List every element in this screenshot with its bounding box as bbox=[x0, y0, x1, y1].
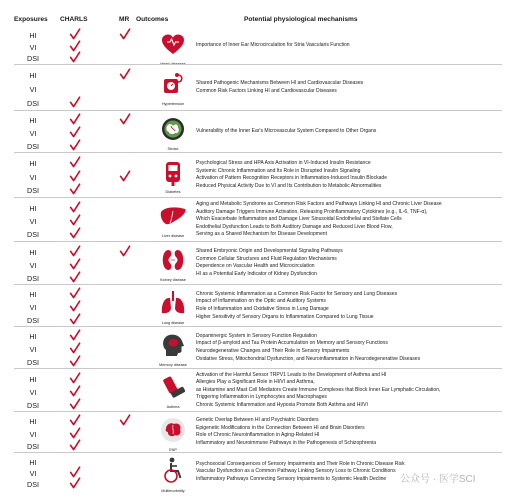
glucose-meter-icon bbox=[156, 155, 190, 189]
mechanism-line: Activation of the Harmful Sensor TRPV1 Leads to the Development of Asthma and HI bbox=[196, 371, 387, 378]
outcome-label: Hypertension bbox=[161, 102, 185, 106]
mechanism-list bbox=[196, 291, 514, 321]
outcome-label: Memory disease bbox=[159, 363, 187, 367]
exposure-label: VI bbox=[29, 469, 37, 478]
mechanism-list bbox=[196, 333, 514, 363]
exposure-label: DSI bbox=[27, 230, 39, 240]
row-divider bbox=[14, 284, 502, 285]
row-divider bbox=[14, 411, 502, 412]
charls-check-icon bbox=[69, 287, 81, 299]
mechanism-line: Dependence on Vascular Health and Microcirculation bbox=[196, 263, 315, 270]
exposure-label: HI bbox=[29, 247, 37, 257]
exposure-label: HI bbox=[29, 30, 37, 40]
row-divider bbox=[14, 197, 502, 198]
mechanism-line: Chronic Systemic Inflammation as a Common Risk Factor for Sensory and Lung Diseases bbox=[196, 290, 398, 297]
mr-check-icon bbox=[119, 28, 131, 40]
row-divider bbox=[14, 64, 502, 65]
row-divider bbox=[14, 326, 502, 327]
charls-check-icon bbox=[69, 271, 81, 283]
exposure-label: VI bbox=[29, 260, 37, 270]
mechanism-line: Role of Chronic Neuroinflammation in Aging-Related HI bbox=[196, 432, 320, 439]
row-divider bbox=[14, 110, 502, 111]
charls-check-icon bbox=[69, 477, 81, 489]
outcome-label: Multimorbidity bbox=[161, 489, 185, 493]
mechanism-line: Shared Pathogenic Mechanisms Between HI and Cardiovascular Diseases bbox=[196, 80, 364, 87]
charls-check-icon bbox=[69, 329, 81, 341]
charls-check-icon bbox=[69, 28, 81, 40]
kidney-icon bbox=[156, 243, 190, 277]
mechanism-line: Vulnerability of the Inner Ear's Microvascular System Compared to Other Organs bbox=[196, 128, 377, 135]
exposure-label: HI bbox=[29, 290, 37, 300]
mechanism-line: Systemic Chronic Inflammation and Its Role in Disrupted Insulin Signaling bbox=[196, 167, 361, 174]
mr-check-icon bbox=[119, 68, 131, 80]
exposure-label: DSI bbox=[27, 480, 39, 490]
mechanism-line: Impact of Inflammation on the Optic and Auditory Systems bbox=[196, 298, 326, 305]
mechanism-line: Role of Inflammation and Oxidative Stress in Lung Damage bbox=[196, 305, 329, 312]
exposure-label: HI bbox=[29, 417, 37, 427]
outcome-label: Diabetes bbox=[165, 189, 181, 194]
charls-check-icon bbox=[69, 51, 81, 63]
exposure-label: VI bbox=[29, 172, 37, 182]
exposure-label: HI bbox=[29, 374, 37, 384]
exposure-label: VI bbox=[29, 42, 37, 52]
mechanism-line: Epigenetic Modifications in the Connection Between HI and Brain Disorders bbox=[196, 424, 365, 431]
header-exposures: Exposures bbox=[14, 16, 48, 23]
exposure-label: HI bbox=[29, 116, 37, 126]
charls-check-icon bbox=[69, 258, 81, 270]
charls-check-icon bbox=[69, 245, 81, 257]
mechanism-line: Psychosocial Consequences of Sensory Impairments and Their Role in Chronic Disease Risk bbox=[196, 460, 405, 467]
exposure-label: DSI bbox=[27, 273, 39, 283]
mechanism-list bbox=[196, 372, 514, 410]
exposure-label: DSI bbox=[27, 400, 39, 410]
mechanism-line: Impact of β-amyloid and Tau Protein Accumulation on Memory and Sensory Functions bbox=[196, 340, 388, 347]
outcome-label: Stroke bbox=[167, 147, 179, 151]
exposure-label: VI bbox=[29, 429, 37, 439]
charls-check-icon bbox=[69, 466, 81, 478]
outcome-label: Liver disease bbox=[161, 234, 185, 238]
outcome-label: Heart diseases bbox=[160, 62, 186, 66]
mechanism-line: Importance of Inner Ear Microcirculation for Stria Vascularis Function bbox=[196, 41, 350, 48]
exposure-label: HI bbox=[29, 332, 37, 342]
row-divider bbox=[14, 152, 502, 153]
mechanism-list bbox=[196, 128, 514, 136]
head-memory-icon bbox=[156, 328, 190, 362]
charls-check-icon bbox=[69, 342, 81, 354]
charls-check-icon bbox=[69, 156, 81, 168]
mechanism-line: Chronic Systemic Inflammation and Hypoxia Promote Both Asthma and HI/VI bbox=[196, 401, 368, 408]
mechanism-line: Genetic Overlap Between HI and Psychiatric Disorders bbox=[196, 417, 319, 424]
mechanism-line: Common Risk Factors Linking HI and Cardiovascular Diseases bbox=[196, 87, 337, 94]
mechanism-line: Common Cellular Structures and Fluid Regulation Mechanisms bbox=[196, 255, 337, 262]
mechanism-line: Reduced Physical Activity Due to VI and Its Contribution to Metabolic Abnormalities bbox=[196, 183, 382, 190]
header-outcomes: Outcomes bbox=[136, 16, 169, 23]
charls-check-icon bbox=[69, 96, 81, 108]
exposure-label: HI bbox=[29, 158, 37, 168]
mechanism-line: as Histamine and Mast Cell Mediators Create Immune Complexes that Block Inner Ear Lymphatic Circulation, bbox=[196, 386, 441, 393]
exposure-label: HI bbox=[29, 71, 37, 80]
mechanism-line: Shared Embryonic Origin and Developmental Signaling Pathways bbox=[196, 248, 343, 255]
mechanism-line: Allergies Play a Significant Role in HI/VI and Asthma, bbox=[196, 379, 315, 386]
mechanism-line: Inflammatory Pathways Connecting Sensory Impairments to Systemic Health Decline bbox=[196, 475, 387, 482]
charls-check-icon bbox=[69, 439, 81, 451]
charls-check-icon bbox=[69, 313, 81, 325]
row-divider bbox=[14, 241, 502, 242]
header-mechanisms: Potential physiological mechanisms bbox=[244, 16, 358, 23]
outcome-label: Asthma bbox=[166, 405, 180, 409]
exposure-label: DSI bbox=[27, 141, 39, 151]
charls-check-icon bbox=[69, 40, 81, 52]
charls-check-icon bbox=[69, 183, 81, 195]
charls-check-icon bbox=[69, 113, 81, 125]
watermark: 公众号 · 医学SCI bbox=[400, 474, 476, 485]
liver-icon bbox=[156, 199, 190, 233]
exposure-label: DSI bbox=[27, 357, 39, 367]
exposure-label: VI bbox=[29, 387, 37, 397]
mechanism-line: Oxidative Stress, Mitochondrial Dysfunction, and Neuroinflammation in Neurodegenerative Diseases bbox=[196, 355, 421, 362]
exposure-label: DSI bbox=[27, 441, 39, 451]
charls-check-icon bbox=[69, 139, 81, 151]
mechanism-line: Inflammatory and Neuroimmune Pathways in the Pathogenesis of Schizophrenia bbox=[196, 440, 377, 447]
mechanism-list bbox=[196, 160, 514, 190]
charls-check-icon bbox=[69, 227, 81, 239]
charls-check-icon bbox=[69, 170, 81, 182]
mechanism-line: HI as a Potential Early Indicator of Kidney Dysfunction bbox=[196, 271, 317, 278]
outcome-label: ENP bbox=[169, 448, 177, 452]
mechanism-list bbox=[196, 417, 514, 447]
exposure-label: HI bbox=[29, 203, 37, 213]
exposure-label: DSI bbox=[27, 315, 39, 325]
mechanism-line: Serving as a Shared Mechanism for Disease Development bbox=[196, 231, 328, 238]
exposure-label: VI bbox=[29, 85, 37, 94]
mechanism-line: Higher Sensitivity of Sensory Organs to Inflammation Compared to Lung Tissue bbox=[196, 313, 374, 320]
mechanism-line: Neurodegenerative Changes and Their Role in Sensory Impairments bbox=[196, 347, 350, 354]
mechanism-list bbox=[196, 80, 514, 95]
charls-check-icon bbox=[69, 385, 81, 397]
blood-pressure-icon bbox=[156, 67, 190, 101]
lungs-icon bbox=[156, 286, 190, 320]
mechanism-line: Auditory Damage Triggers Immune Activation, Releasing Proinflammatory Cytokines (e.g., IL-6, TNF-α), bbox=[196, 208, 428, 215]
exposure-label: VI bbox=[29, 129, 37, 138]
mechanism-line: Endothelial Dysfunction Leads to Both Auditory Damage and Reduced Liver Blood Flow, bbox=[196, 223, 393, 230]
mechanism-line: Triggering Inflammation in Lymphocytes and Macrophages bbox=[196, 394, 327, 401]
exposure-label: DSI bbox=[27, 54, 39, 64]
row-divider bbox=[14, 368, 502, 369]
mechanism-line: Which Exacerbate Inflammation and Damage Liver Sinusoidal Endothelial and Stellate Cells bbox=[196, 216, 402, 223]
charls-check-icon bbox=[69, 201, 81, 213]
outcome-label: Lung disease bbox=[161, 321, 185, 325]
charls-check-icon bbox=[69, 414, 81, 426]
mechanism-line: Psychological Stress and HPA Axis Activation in VI-Induced Insulin Resistance bbox=[196, 160, 371, 167]
charls-check-icon bbox=[69, 126, 81, 138]
row-divider bbox=[14, 452, 502, 453]
mechanism-line: Activation of Pattern Recognition Receptors in Inflammation-Induced Insulin Blockade bbox=[196, 175, 388, 182]
exposure-label: VI bbox=[29, 345, 37, 354]
charls-check-icon bbox=[69, 214, 81, 226]
inhaler-icon bbox=[156, 370, 190, 404]
header-mr: MR bbox=[119, 16, 130, 23]
mr-check-icon bbox=[119, 170, 131, 182]
wheelchair-icon bbox=[156, 454, 190, 488]
mechanism-line: Vascular Dysfunction as a Common Pathway Linking Sensory Loss to Chronic Conditions bbox=[196, 468, 396, 475]
charls-check-icon bbox=[69, 427, 81, 439]
mechanism-list bbox=[196, 248, 514, 278]
header-charls: CHARLS bbox=[60, 16, 88, 23]
charls-check-icon bbox=[69, 355, 81, 367]
exposure-label: DSI bbox=[27, 99, 39, 108]
exposure-label: HI bbox=[29, 457, 37, 467]
brain-stroke-icon bbox=[156, 112, 190, 146]
mechanism-list bbox=[196, 42, 514, 50]
charls-check-icon bbox=[69, 372, 81, 384]
exposure-label: VI bbox=[29, 303, 37, 312]
mechanism-list bbox=[196, 201, 514, 239]
heart-icon bbox=[156, 27, 190, 61]
outcome-label: Kidney disease bbox=[160, 278, 186, 282]
mr-check-icon bbox=[119, 245, 131, 257]
brain-icon bbox=[156, 413, 190, 447]
mechanism-line: Aging and Metabolic Syndrome as Common Risk Factors and Pathways Linking HI and Chronic Liver Disease bbox=[196, 201, 442, 207]
exposure-label: VI bbox=[29, 217, 37, 226]
mr-check-icon bbox=[119, 414, 131, 426]
exposure-label: DSI bbox=[27, 186, 39, 196]
mr-check-icon bbox=[119, 113, 131, 125]
charls-check-icon bbox=[69, 300, 81, 312]
charls-check-icon bbox=[69, 398, 81, 410]
mechanism-line: Dopaminergic System in Sensory Function Regulation bbox=[196, 332, 317, 339]
